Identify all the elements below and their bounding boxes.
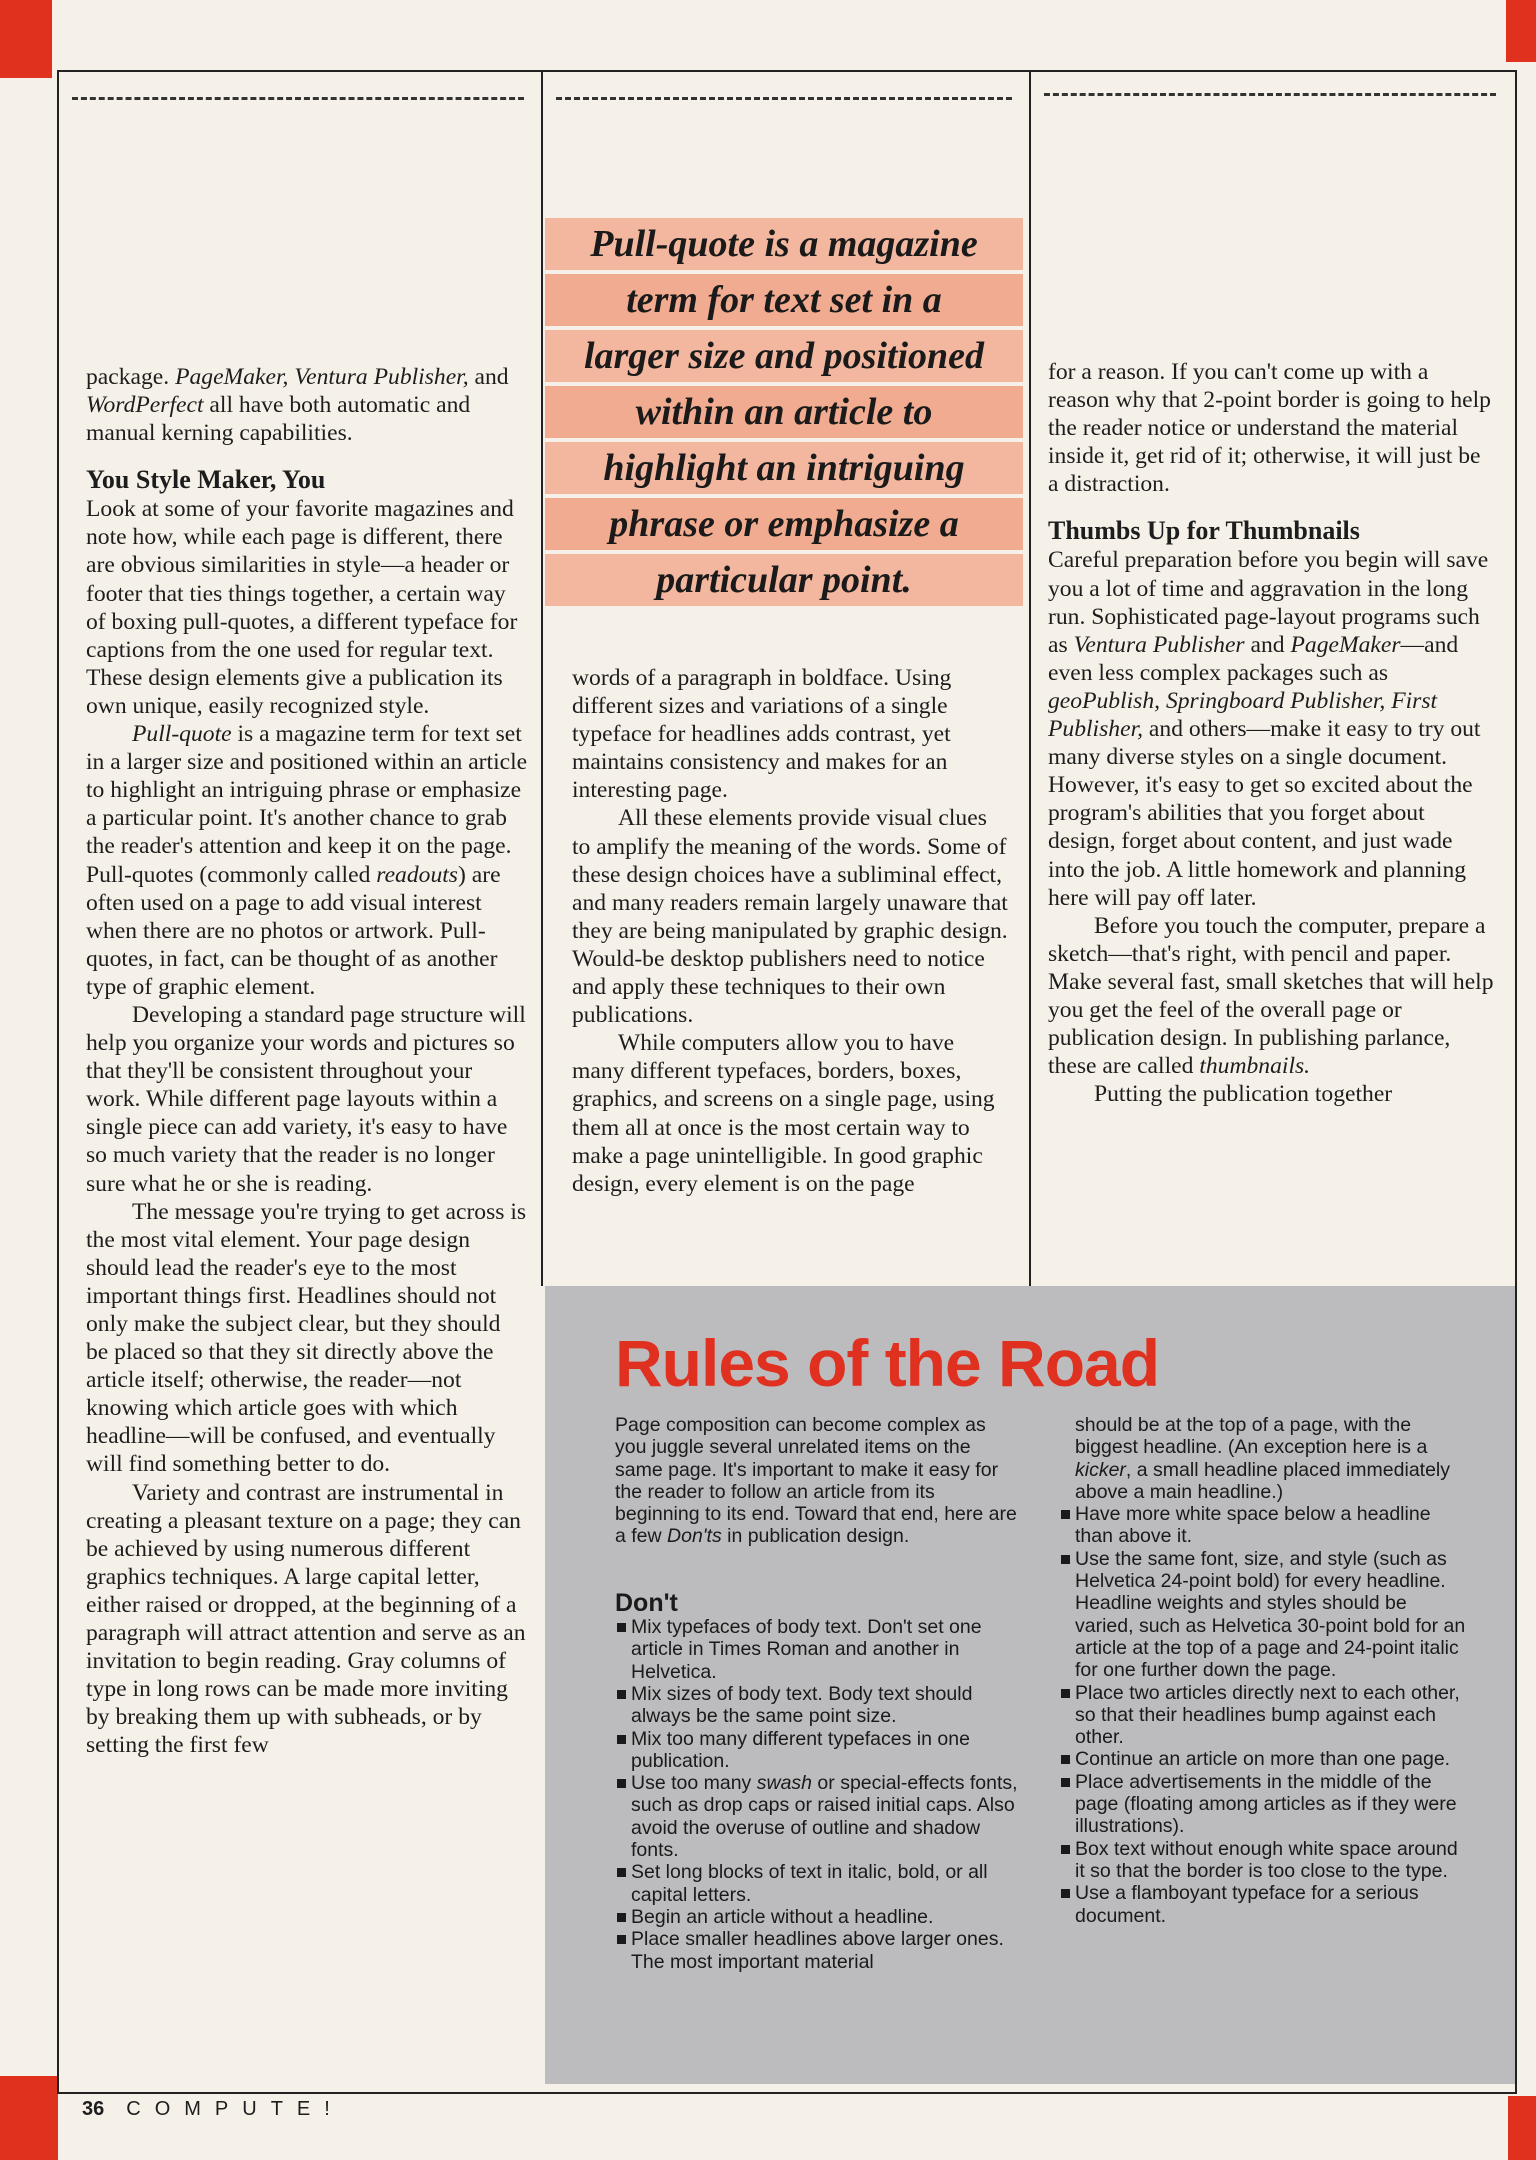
article-column-2 bbox=[572, 664, 1010, 1198]
paragraph: for a reason. If you can't come up with a reason why that 2-point border is going to help the reader notice or understand the material inside it, get rid of it; otherwise, it will just be a distraction. bbox=[1048, 359, 1491, 498]
subhead-thumbnails: Thumbs Up for Thumbnails bbox=[1048, 516, 1360, 546]
paragraph: Variety and contrast are instrumental in creating a pleasant texture on a page; they can be achieved by using numerous different graphics techniques. A large capital letter, either raised or dropped, at the beginning of a paragraph will attract attention and serve as an invitation to begin reading. Gray columns of type in long rows can be made more inviting by breaking them up with subheads, or by setting the first few bbox=[86, 1479, 526, 1759]
dont-list-continued bbox=[1059, 1414, 1469, 1927]
paragraph: While computers allow you to have many different typefaces, borders, boxes, graphics, and screens on a single page, using them all at once is the most certain way to make a page unintelligible. In good graphic design, every element is on the page bbox=[572, 1030, 995, 1197]
list-item: Place advertisements in the middle of the page (floating among articles as if they were illustrations). bbox=[1059, 1771, 1469, 1838]
pull-quote-line: highlight an intriguing bbox=[545, 442, 1023, 494]
red-edge-top-right bbox=[1506, 0, 1536, 62]
paragraph: Putting the publication together bbox=[1094, 1081, 1393, 1108]
paragraph: Developing a standard page structure will help you organize your words and pictures so that they'll be consistent throughout your work. While different page layouts within a single piece can add variety, it's easy to have so much variety that the reader is no longer sure what he or she is reading. bbox=[86, 1001, 526, 1197]
pull-quote-line: Pull-quote is a magazine bbox=[545, 218, 1023, 270]
dashed-rule-col1 bbox=[72, 97, 524, 100]
article-column-1 bbox=[86, 363, 528, 1760]
magazine-name: COMPUTE! bbox=[126, 2098, 344, 2120]
list-item: Begin an article without a headline. bbox=[615, 1906, 1021, 1928]
column-rule-1 bbox=[541, 70, 543, 1286]
dont-list bbox=[615, 1616, 1021, 1973]
sidebar-column-left bbox=[615, 1414, 1021, 1973]
pull-quote-line: larger size and positioned bbox=[545, 330, 1023, 382]
dashed-rule-col2 bbox=[556, 97, 1012, 100]
list-item: Have more white space below a headline than above it. bbox=[1059, 1503, 1469, 1548]
pull-quote-line: within an article to bbox=[545, 386, 1023, 438]
pull-quote-line: term for text set in a bbox=[545, 274, 1023, 326]
list-item: Use a flamboyant typeface for a serious document. bbox=[1059, 1882, 1469, 1927]
page-number: 36 bbox=[82, 2098, 105, 2120]
list-item: Mix sizes of body text. Body text should always be the same point size. bbox=[615, 1683, 1021, 1728]
paragraph: package. PageMaker, Ventura Publisher, and WordPerfect all have both automatic and manual kerning capabilities. bbox=[86, 364, 509, 447]
list-item: Use too many swash or special-effects fonts, such as drop caps or raised initial caps. Also avoid the overuse of outline and shadow fonts. bbox=[615, 1772, 1021, 1861]
sidebar-heading-dont: Don't bbox=[615, 1588, 678, 1617]
pull-quote bbox=[545, 218, 1023, 610]
red-edge-bottom-right bbox=[1508, 2096, 1536, 2160]
list-item: Use the same font, size, and style (such as Helvetica 24-point bold) for every headline. Headline weights and styles should be varied, such as Helvetica 30-point bold for an article at the top of a page and 24-point italic for one further down the page. bbox=[1059, 1548, 1469, 1682]
sidebar-column-right bbox=[1059, 1414, 1469, 1927]
sidebar-title: Rules of the Road bbox=[615, 1326, 1160, 1400]
paragraph: All these elements provide visual clues to amplify the meaning of the words. Some of these design choices have a subliminal effect, and many readers remain largely unaware that they are being manipulated by graphic design. Would-be desktop publishers need to notice and apply these techniques to their own publications. bbox=[572, 805, 1008, 1029]
paragraph: The message you're trying to get across is the most vital element. Your page design should lead the reader's eye to the most important things first. Headlines should not only make the subject clear, but they should be placed so that they sit directly above the article itself; otherwise, the reader—not knowing which article goes with which headline—will be confused, and eventually will find something better to do. bbox=[86, 1198, 527, 1478]
pull-quote-line: phrase or emphasize a bbox=[545, 498, 1023, 550]
list-item: Set long blocks of text in italic, bold, or all capital letters. bbox=[615, 1861, 1021, 1906]
list-item: Box text without enough white space around it so that the border is too close to the type. bbox=[1059, 1838, 1469, 1883]
red-edge-top-left bbox=[0, 0, 52, 78]
sidebar-intro: Page composition can become complex as you juggle several unrelated items on the same page. It's important to make it easy for the reader to follow an article from its beginning to its end. Toward that end, here are a few Don'ts in publication design. bbox=[615, 1414, 1017, 1548]
paragraph: Look at some of your favorite magazines and note how, while each page is different, there are obvious similarities in style—a header or footer that ties things together, a certain way of boxing pull-quotes, a different typeface for captions from the one used for regular text. These design elements give a publication its own unique, easily recognized style. bbox=[86, 496, 518, 719]
article-column-3 bbox=[1048, 358, 1494, 1108]
paragraph: Before you touch the computer, prepare a sketch—that's right, with pencil and paper. Make several fast, small sketches that will help you get the feel of the overall page or publication design. In publishing parlance, these are called thumbnails. bbox=[1048, 912, 1494, 1080]
paragraph: Pull-quote is a magazine term for text set in a larger size and positioned within an article to highlight an intriguing phrase or emphasize a particular point. It's another chance to grab the reader's attention and keep it on the page. Pull-quotes (commonly called readouts) are often used on a page to add visual interest when there are no photos or artwork. Pull-quotes, in fact, can be thought of as another type of graphic element. bbox=[86, 721, 528, 1000]
dashed-rule-col3 bbox=[1044, 93, 1496, 96]
list-item: Place two articles directly next to each other, so that their headlines bump against each other. bbox=[1059, 1682, 1469, 1749]
list-item: Place smaller headlines above larger ones. The most important material bbox=[615, 1928, 1021, 1973]
column-rule-2 bbox=[1029, 70, 1031, 1286]
list-item: Mix typefaces of body text. Don't set one article in Times Roman and another in Helvetica. bbox=[615, 1616, 1021, 1683]
paragraph: Careful preparation before you begin will save you a lot of time and aggravation in the long run. Sophisticated page-layout programs such as Ventura Publisher and PageMaker—and even less complex packages such as geoPublish, Springboard Publisher, First Publisher, and others—make it easy to try out many diverse styles on a single document. However, it's easy to get so excited about the program's abilities that you forget about design, forget about content, and just wade into the job. A little homework and planning here will pay off later. bbox=[1048, 547, 1489, 911]
sidebar-rules-of-the-road bbox=[545, 1286, 1515, 2084]
list-item-continued: should be at the top of a page, with the biggest headline. (An exception here is a kicker, a small headline placed immediately above a main headline.) bbox=[1075, 1414, 1451, 1503]
pull-quote-line: particular point. bbox=[545, 554, 1023, 606]
list-item: Continue an article on more than one page. bbox=[1059, 1748, 1469, 1770]
red-edge-bottom-left bbox=[0, 2076, 58, 2160]
subhead-style-maker: You Style Maker, You bbox=[86, 465, 326, 495]
page-footer bbox=[82, 2098, 344, 2121]
paragraph: words of a paragraph in boldface. Using different sizes and variations of a single typeface for headlines adds contrast, yet maintains consistency and makes for an interesting page. bbox=[572, 665, 952, 804]
list-item: Mix too many different typefaces in one publication. bbox=[615, 1728, 1021, 1773]
